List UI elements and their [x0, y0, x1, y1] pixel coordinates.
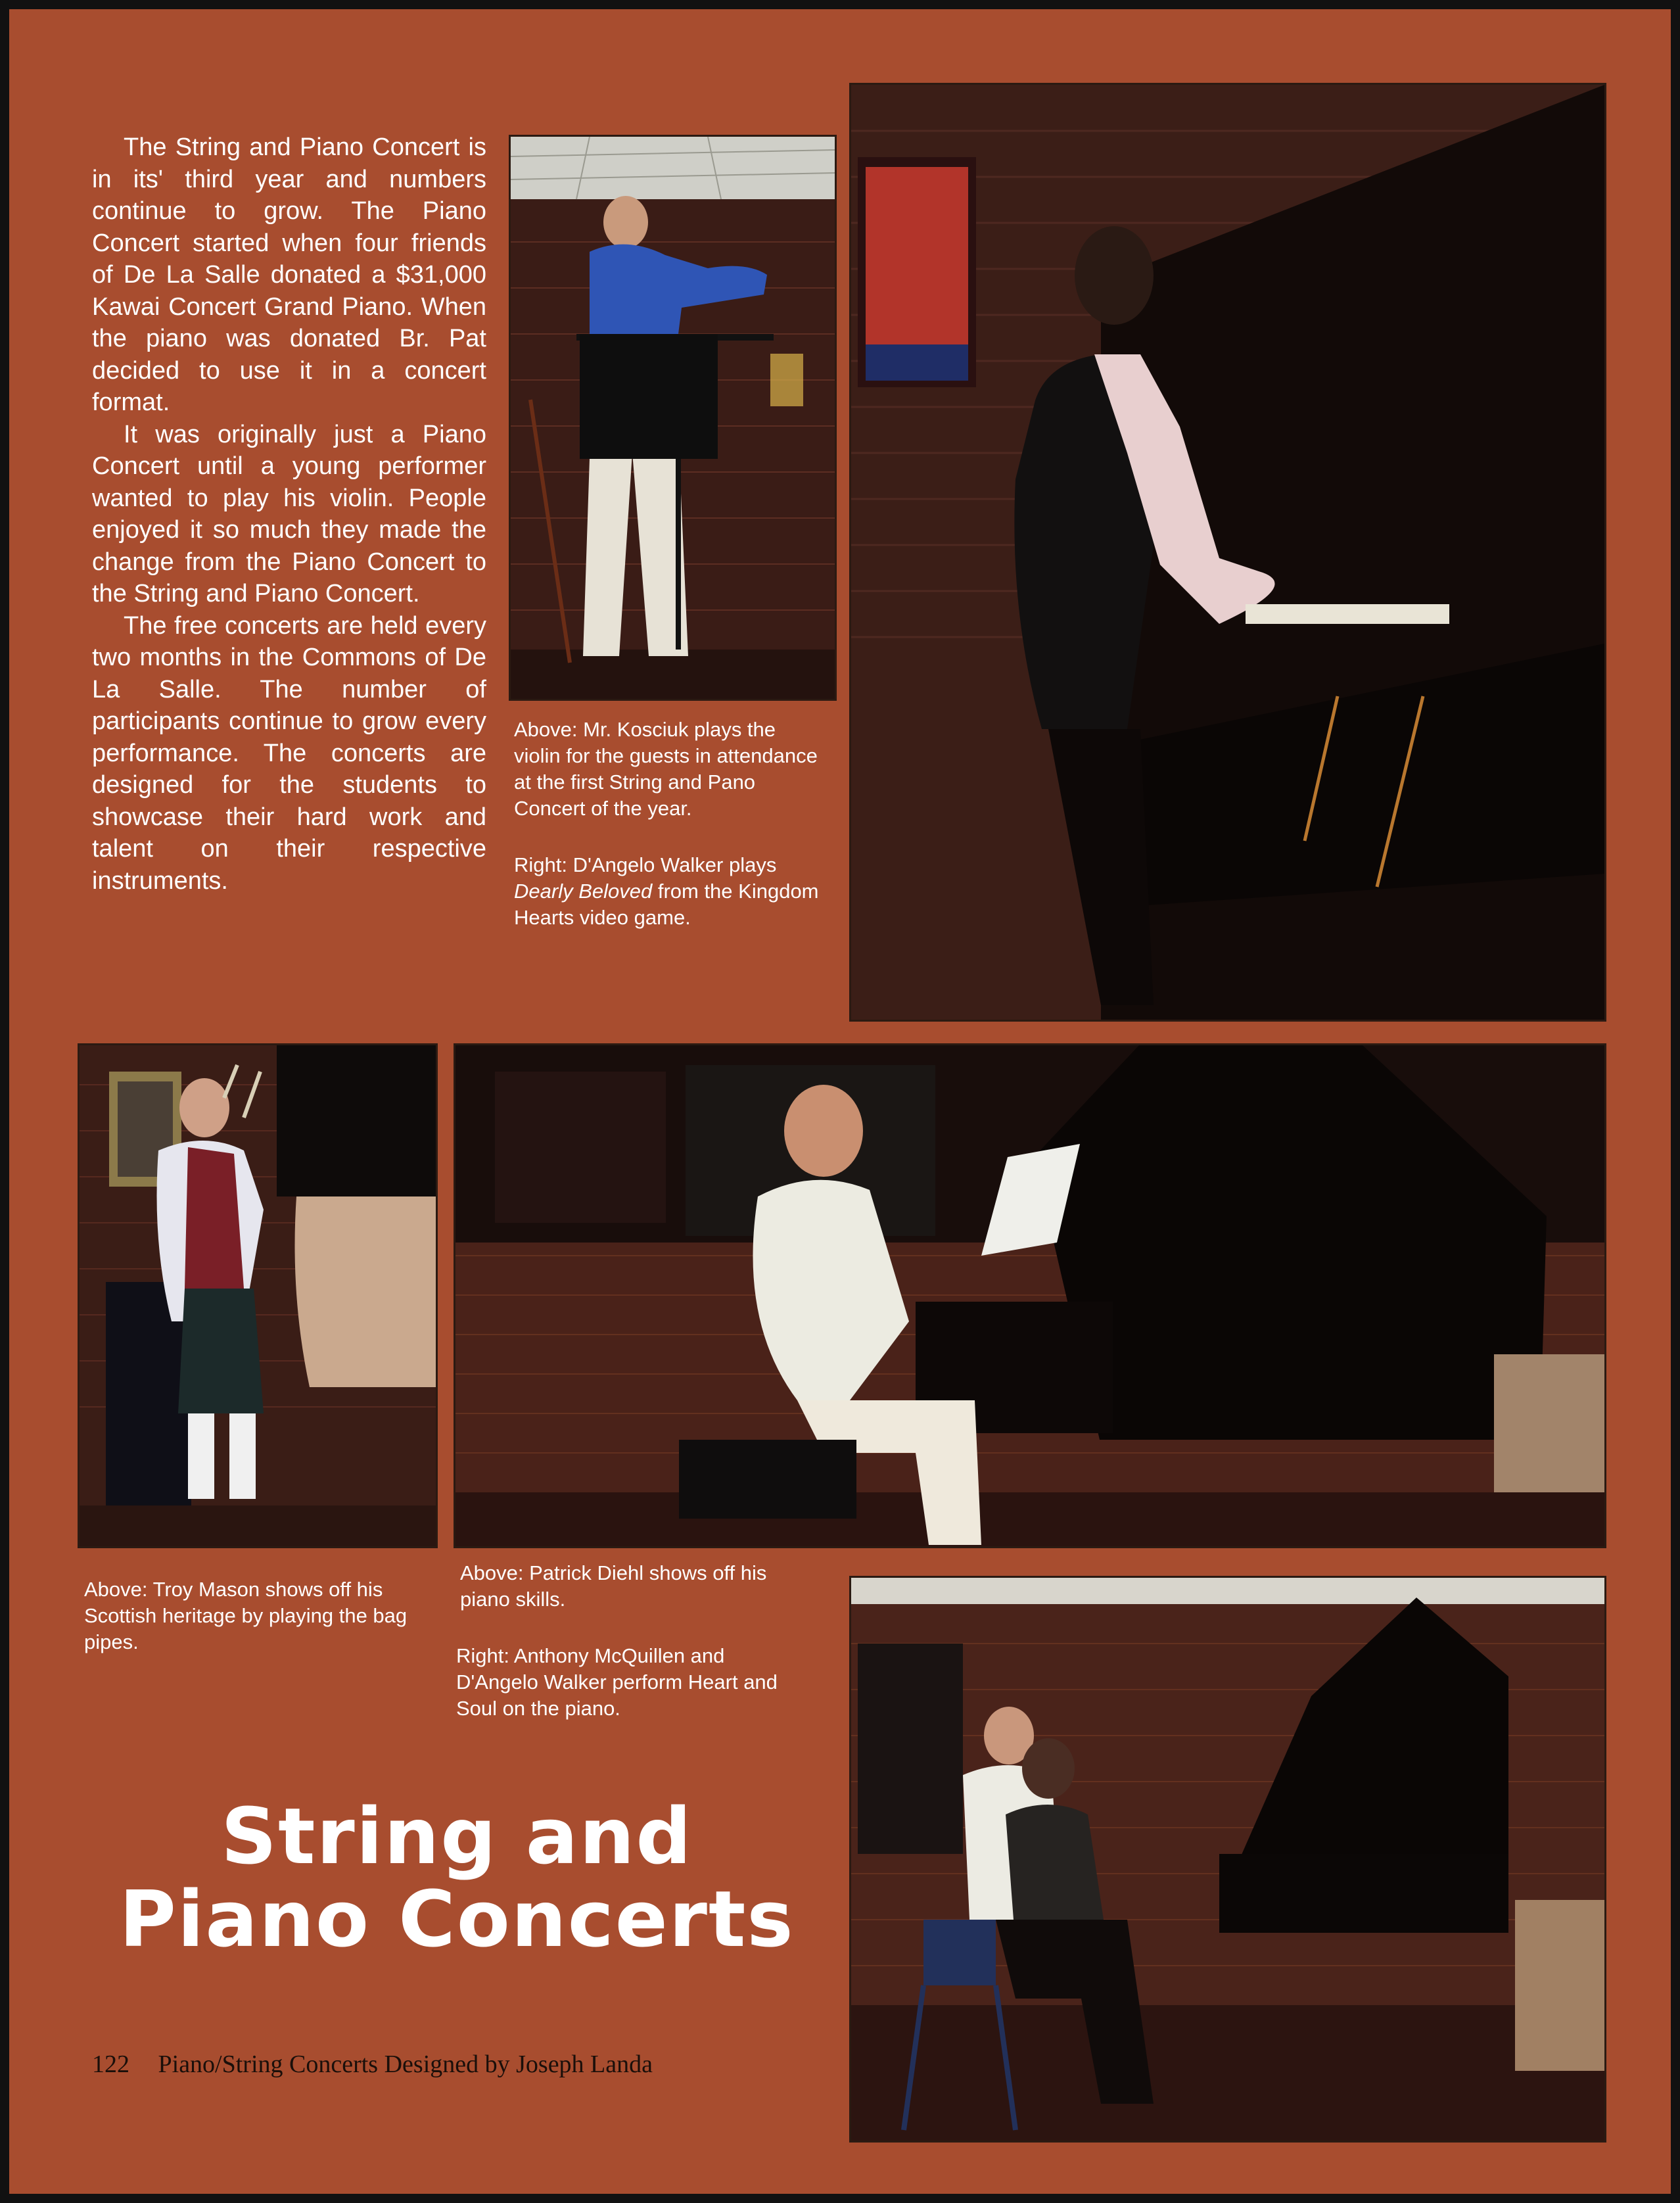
article-body	[92, 131, 486, 897]
duet-caption-text: Right: Anthony McQuillen and D'Angelo Walker perform Heart and Soul on the piano.	[456, 1644, 778, 1720]
article-paragraph-2: It was originally just a Piano Concert until a young performer wanted to play his violin. People enjoyed it so much they made the change from the Piano Concert to the String and Piano Concert.	[92, 420, 486, 607]
page-title	[79, 1791, 835, 1964]
violin-photo	[509, 135, 837, 701]
diehl-caption-text: Above: Patrick Diehl shows off his piano skills.	[460, 1561, 767, 1611]
page-title-line-2: Piano Concerts	[119, 1874, 795, 1964]
violin-caption	[514, 717, 823, 961]
walker-caption-song-title: Dearly Beloved	[514, 880, 653, 903]
page-number: 122	[92, 2050, 129, 2078]
bagpipes-photo	[78, 1043, 438, 1548]
violin-caption-text: Above: Mr. Kosciuk plays the violin for the guests in attendance at the first String and Pano Concert of the year.	[514, 718, 818, 820]
walker-caption-suffix: from the Kingdom Hearts video game.	[514, 880, 819, 929]
bagpipes-caption-text: Above: Troy Mason shows off his Scottish heritage by playing the bag pipes.	[84, 1578, 408, 1653]
page-title-line-1: String and	[221, 1791, 693, 1882]
designer-credit: Piano/String Concerts Designed by Joseph Landa	[158, 2050, 653, 2078]
article-paragraph-1: The String and Piano Concert is in its' third year and numbers continue to grow. The Piano Concert started when four friends of De La Salle donated a $31,000 Kawai Concert Grand Piano. When the piano was donated Br. Pat decided to use it in a concert format.	[92, 133, 486, 416]
page-footer	[92, 2050, 653, 2079]
diehl-caption	[456, 1560, 815, 1752]
duet-piano-photo	[849, 1576, 1606, 2143]
bagpipes-caption	[84, 1576, 426, 1686]
walker-caption	[514, 852, 823, 931]
walker-piano-photo	[849, 83, 1606, 1022]
diehl-piano-photo	[454, 1043, 1606, 1548]
article-paragraph-3: The free concerts are held every two months in the Commons of De La Salle. The number of participants continue to grow every performance. The concerts are designed for the students to showcase their hard work and talent on their respective instruments.	[92, 611, 486, 895]
walker-caption-prefix: Right: D'Angelo Walker plays	[514, 853, 777, 876]
